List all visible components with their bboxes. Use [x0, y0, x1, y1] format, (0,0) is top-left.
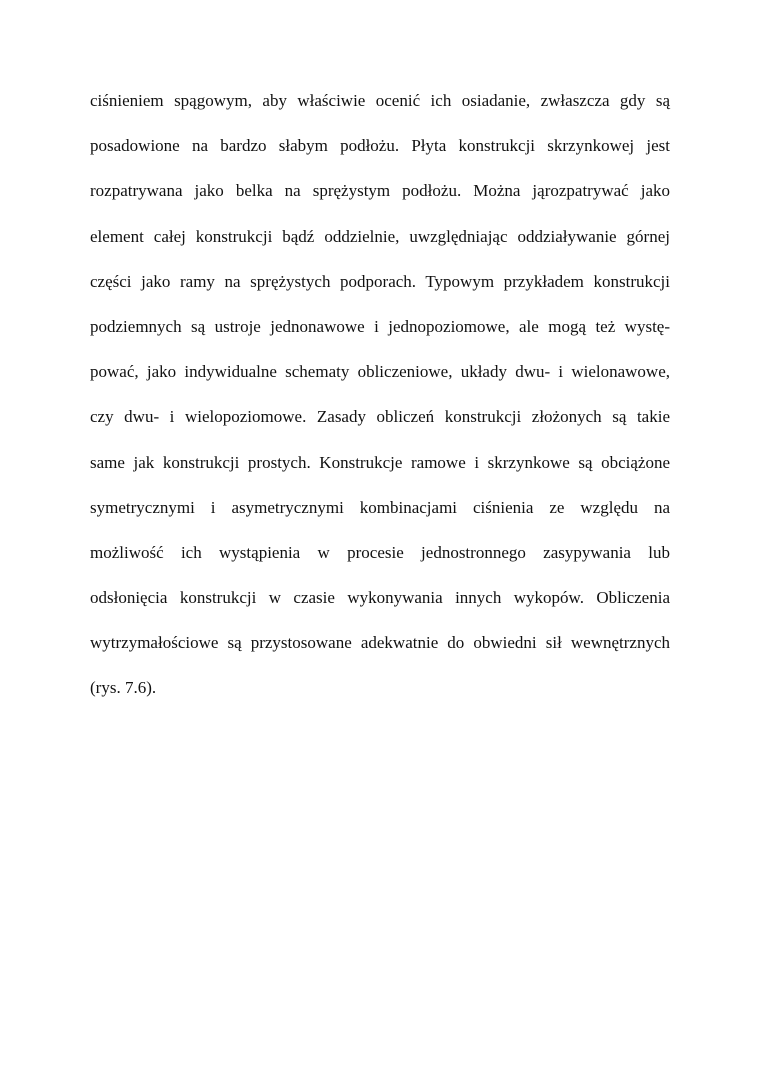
paragraph-line-11: możliwość ich wystąpienia w procesie jednostronnego zasypywania lub [90, 542, 670, 562]
paragraph-line-9: same jak konstrukcji prostych. Konstrukcje ramowe i skrzynkowe są obciążone [90, 452, 670, 472]
paragraph-line-1: ciśnieniem spągowym, aby właściwie ocenić ich osiadanie, zwłaszcza gdy są [90, 91, 670, 110]
paragraph-line-5: części jako ramy na sprężystych podporach. Typowym przykładem konstrukcji [90, 271, 670, 291]
paragraph-line-12: odsłonięcia konstrukcji w czasie wykonywania innych wykopów. Obliczenia [90, 588, 670, 608]
paragraph-line-13: wytrzymałościowe są przystosowane adekwatnie do obwiedni sił wewnętrznych [90, 633, 670, 653]
paragraph-line-7: pować, jako indywidualne schematy obliczeniowe, układy dwu- i wielonawowe, [90, 362, 670, 382]
body-paragraph [90, 86, 670, 719]
paragraph-line-4: element całej konstrukcji bądź oddzielnie, uwzględniając oddziaływanie górnej [90, 226, 670, 246]
paragraph-line-14: (rys. 7.6). [90, 678, 157, 698]
paragraph-line-6: podziemnych są ustroje jednonawowe i jednopoziomowe, ale mogą też wystę- [90, 316, 670, 336]
paragraph-line-2: posadowione na bardzo słabym podłożu. Płyta konstrukcji skrzynkowej jest [90, 136, 670, 156]
paragraph-line-10: symetrycznymi i asymetrycznymi kombinacjami ciśnienia ze względu na [90, 497, 670, 517]
paragraph-line-8: czy dwu- i wielopoziomowe. Zasady obliczeń konstrukcji złożonych są takie [90, 407, 670, 427]
paragraph-line-3: rozpatrywana jako belka na sprężystym podłożu. Można jąrozpatrywać jako [90, 181, 670, 201]
